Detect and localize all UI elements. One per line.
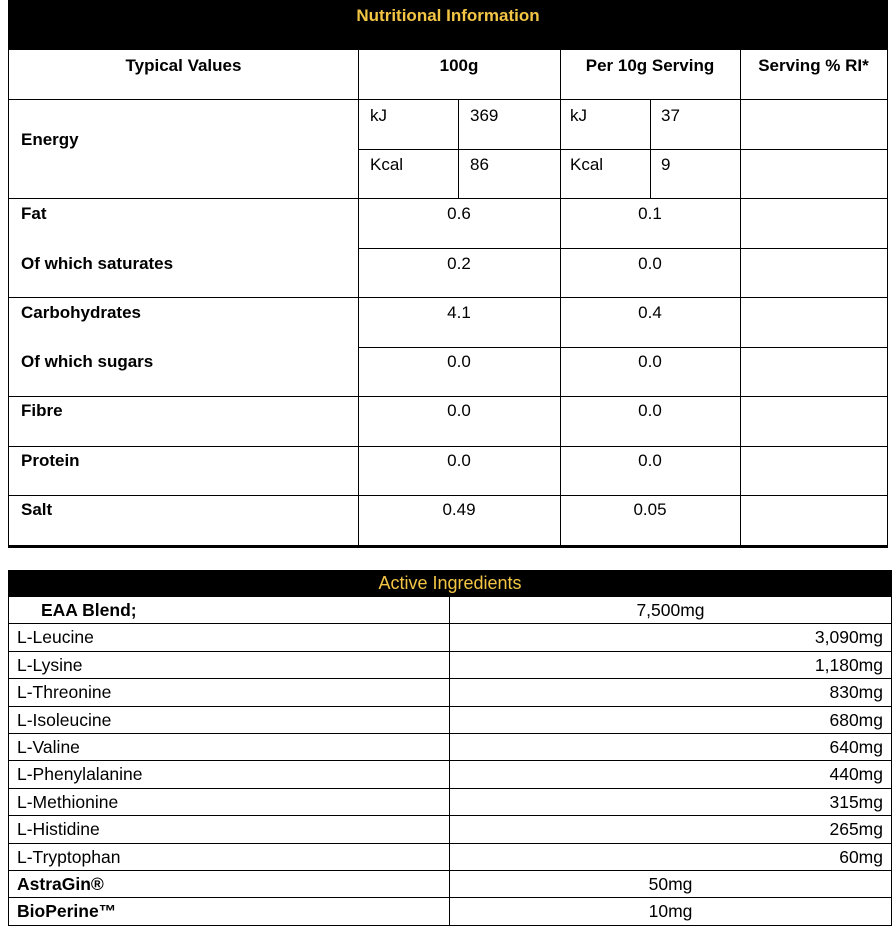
ingredients-title-bar bbox=[8, 570, 892, 597]
row-serving-fat: 0.1 bbox=[638, 204, 662, 223]
table-row bbox=[8, 707, 892, 734]
ingredient-amount: 3,090mg bbox=[814, 627, 883, 648]
ingredient-amount: 50mg bbox=[648, 873, 693, 894]
ingredient-name: L-Leucine bbox=[9, 624, 450, 650]
row-divider bbox=[9, 446, 887, 447]
table-row bbox=[8, 652, 892, 679]
nutrition-title-bar bbox=[8, 0, 888, 50]
ingredient-amount: 60mg bbox=[839, 846, 883, 867]
ingredient-name: L-Isoleucine bbox=[9, 707, 450, 733]
ingredients-title: Active Ingredients bbox=[378, 573, 522, 593]
ingredient-amount: 680mg bbox=[829, 709, 883, 730]
row-per100-salt: 0.49 bbox=[442, 500, 476, 519]
row-divider bbox=[358, 248, 887, 249]
ingredient-name: L-Threonine bbox=[9, 679, 450, 705]
table-row bbox=[8, 898, 892, 925]
nutrition-grid bbox=[8, 50, 888, 548]
ingredient-amount: 640mg bbox=[829, 736, 883, 757]
table-row bbox=[8, 789, 892, 816]
row-serving-saturates: 0.0 bbox=[638, 254, 662, 273]
energy-per100-kj: 369 bbox=[470, 106, 499, 125]
row-per100-sugars: 0.0 bbox=[447, 352, 471, 371]
row-divider bbox=[9, 495, 887, 496]
ingredient-amount: 440mg bbox=[829, 764, 883, 785]
header-typical-values: Typical Values bbox=[125, 56, 242, 75]
ingredient-name: AstraGin® bbox=[9, 871, 450, 897]
table-row bbox=[8, 624, 892, 651]
ingredient-amount: 1,180mg bbox=[814, 654, 883, 675]
ingredient-name: BioPerine™ bbox=[9, 898, 450, 924]
energy-kcal-unit: Kcal bbox=[370, 155, 404, 174]
row-label-fibre: Fibre bbox=[21, 401, 63, 420]
ingredient-name: L-Lysine bbox=[9, 652, 450, 678]
energy-kj-unit: kJ bbox=[370, 106, 387, 125]
table-row bbox=[8, 871, 892, 898]
ingredient-name: L-Histidine bbox=[9, 816, 450, 842]
row-per100-fat: 0.6 bbox=[447, 204, 471, 223]
row-per100-fibre: 0.0 bbox=[447, 401, 471, 420]
active-ingredients-table bbox=[8, 570, 892, 924]
ingredient-name: L-Phenylalanine bbox=[9, 761, 450, 787]
ingredient-name: EAA Blend; bbox=[9, 597, 450, 623]
row-label-saturates: Of which saturates bbox=[21, 254, 174, 273]
row-divider bbox=[358, 347, 887, 348]
row-divider bbox=[9, 198, 887, 199]
energy-serving-kcal: 9 bbox=[661, 155, 671, 174]
ingredient-name: L-Valine bbox=[9, 734, 450, 760]
row-label-fat: Fat bbox=[21, 204, 47, 223]
nutrition-title: Nutritional Information bbox=[356, 6, 540, 25]
table-row bbox=[8, 816, 892, 843]
row-serving-fibre: 0.0 bbox=[638, 401, 662, 420]
row-per100-saturates: 0.2 bbox=[447, 254, 471, 273]
row-divider bbox=[9, 99, 887, 100]
table-row bbox=[8, 679, 892, 706]
table-row bbox=[8, 844, 892, 871]
ingredients-rows bbox=[8, 597, 892, 926]
row-label-carbohydrates: Carbohydrates bbox=[21, 303, 141, 322]
row-serving-carbohydrates: 0.4 bbox=[638, 303, 662, 322]
header-serving-ri: Serving % RI* bbox=[758, 56, 869, 75]
ingredient-amount: 830mg bbox=[829, 682, 883, 703]
row-divider bbox=[358, 149, 887, 150]
ingredient-amount: 265mg bbox=[829, 819, 883, 840]
energy-serving-kj-unit: kJ bbox=[570, 106, 587, 125]
energy-serving-kcal-unit: Kcal bbox=[570, 155, 604, 174]
row-per100-carbohydrates: 4.1 bbox=[447, 303, 471, 322]
energy-per100-kcal: 86 bbox=[470, 155, 489, 174]
nutrition-table bbox=[8, 0, 888, 548]
row-label-salt: Salt bbox=[21, 500, 53, 519]
row-label-protein: Protein bbox=[21, 451, 80, 470]
header-per-serving: Per 10g Serving bbox=[585, 56, 715, 75]
row-divider bbox=[9, 297, 887, 298]
table-row bbox=[8, 734, 892, 761]
ingredient-name: L-Methionine bbox=[9, 789, 450, 815]
ingredient-amount: 10mg bbox=[648, 901, 693, 922]
header-per-100g: 100g bbox=[439, 56, 479, 75]
row-serving-salt: 0.05 bbox=[633, 500, 667, 519]
table-row bbox=[8, 597, 892, 624]
ingredient-amount: 7,500mg bbox=[636, 600, 705, 620]
row-divider bbox=[9, 396, 887, 397]
table-row bbox=[8, 761, 892, 788]
row-serving-protein: 0.0 bbox=[638, 451, 662, 470]
ingredient-name: L-Tryptophan bbox=[9, 844, 450, 870]
row-per100-protein: 0.0 bbox=[447, 451, 471, 470]
row-serving-sugars: 0.0 bbox=[638, 352, 662, 371]
row-label-sugars: Of which sugars bbox=[21, 352, 154, 371]
energy-serving-kj: 37 bbox=[661, 106, 680, 125]
energy-label: Energy bbox=[21, 130, 79, 149]
ingredient-amount: 315mg bbox=[829, 791, 883, 812]
